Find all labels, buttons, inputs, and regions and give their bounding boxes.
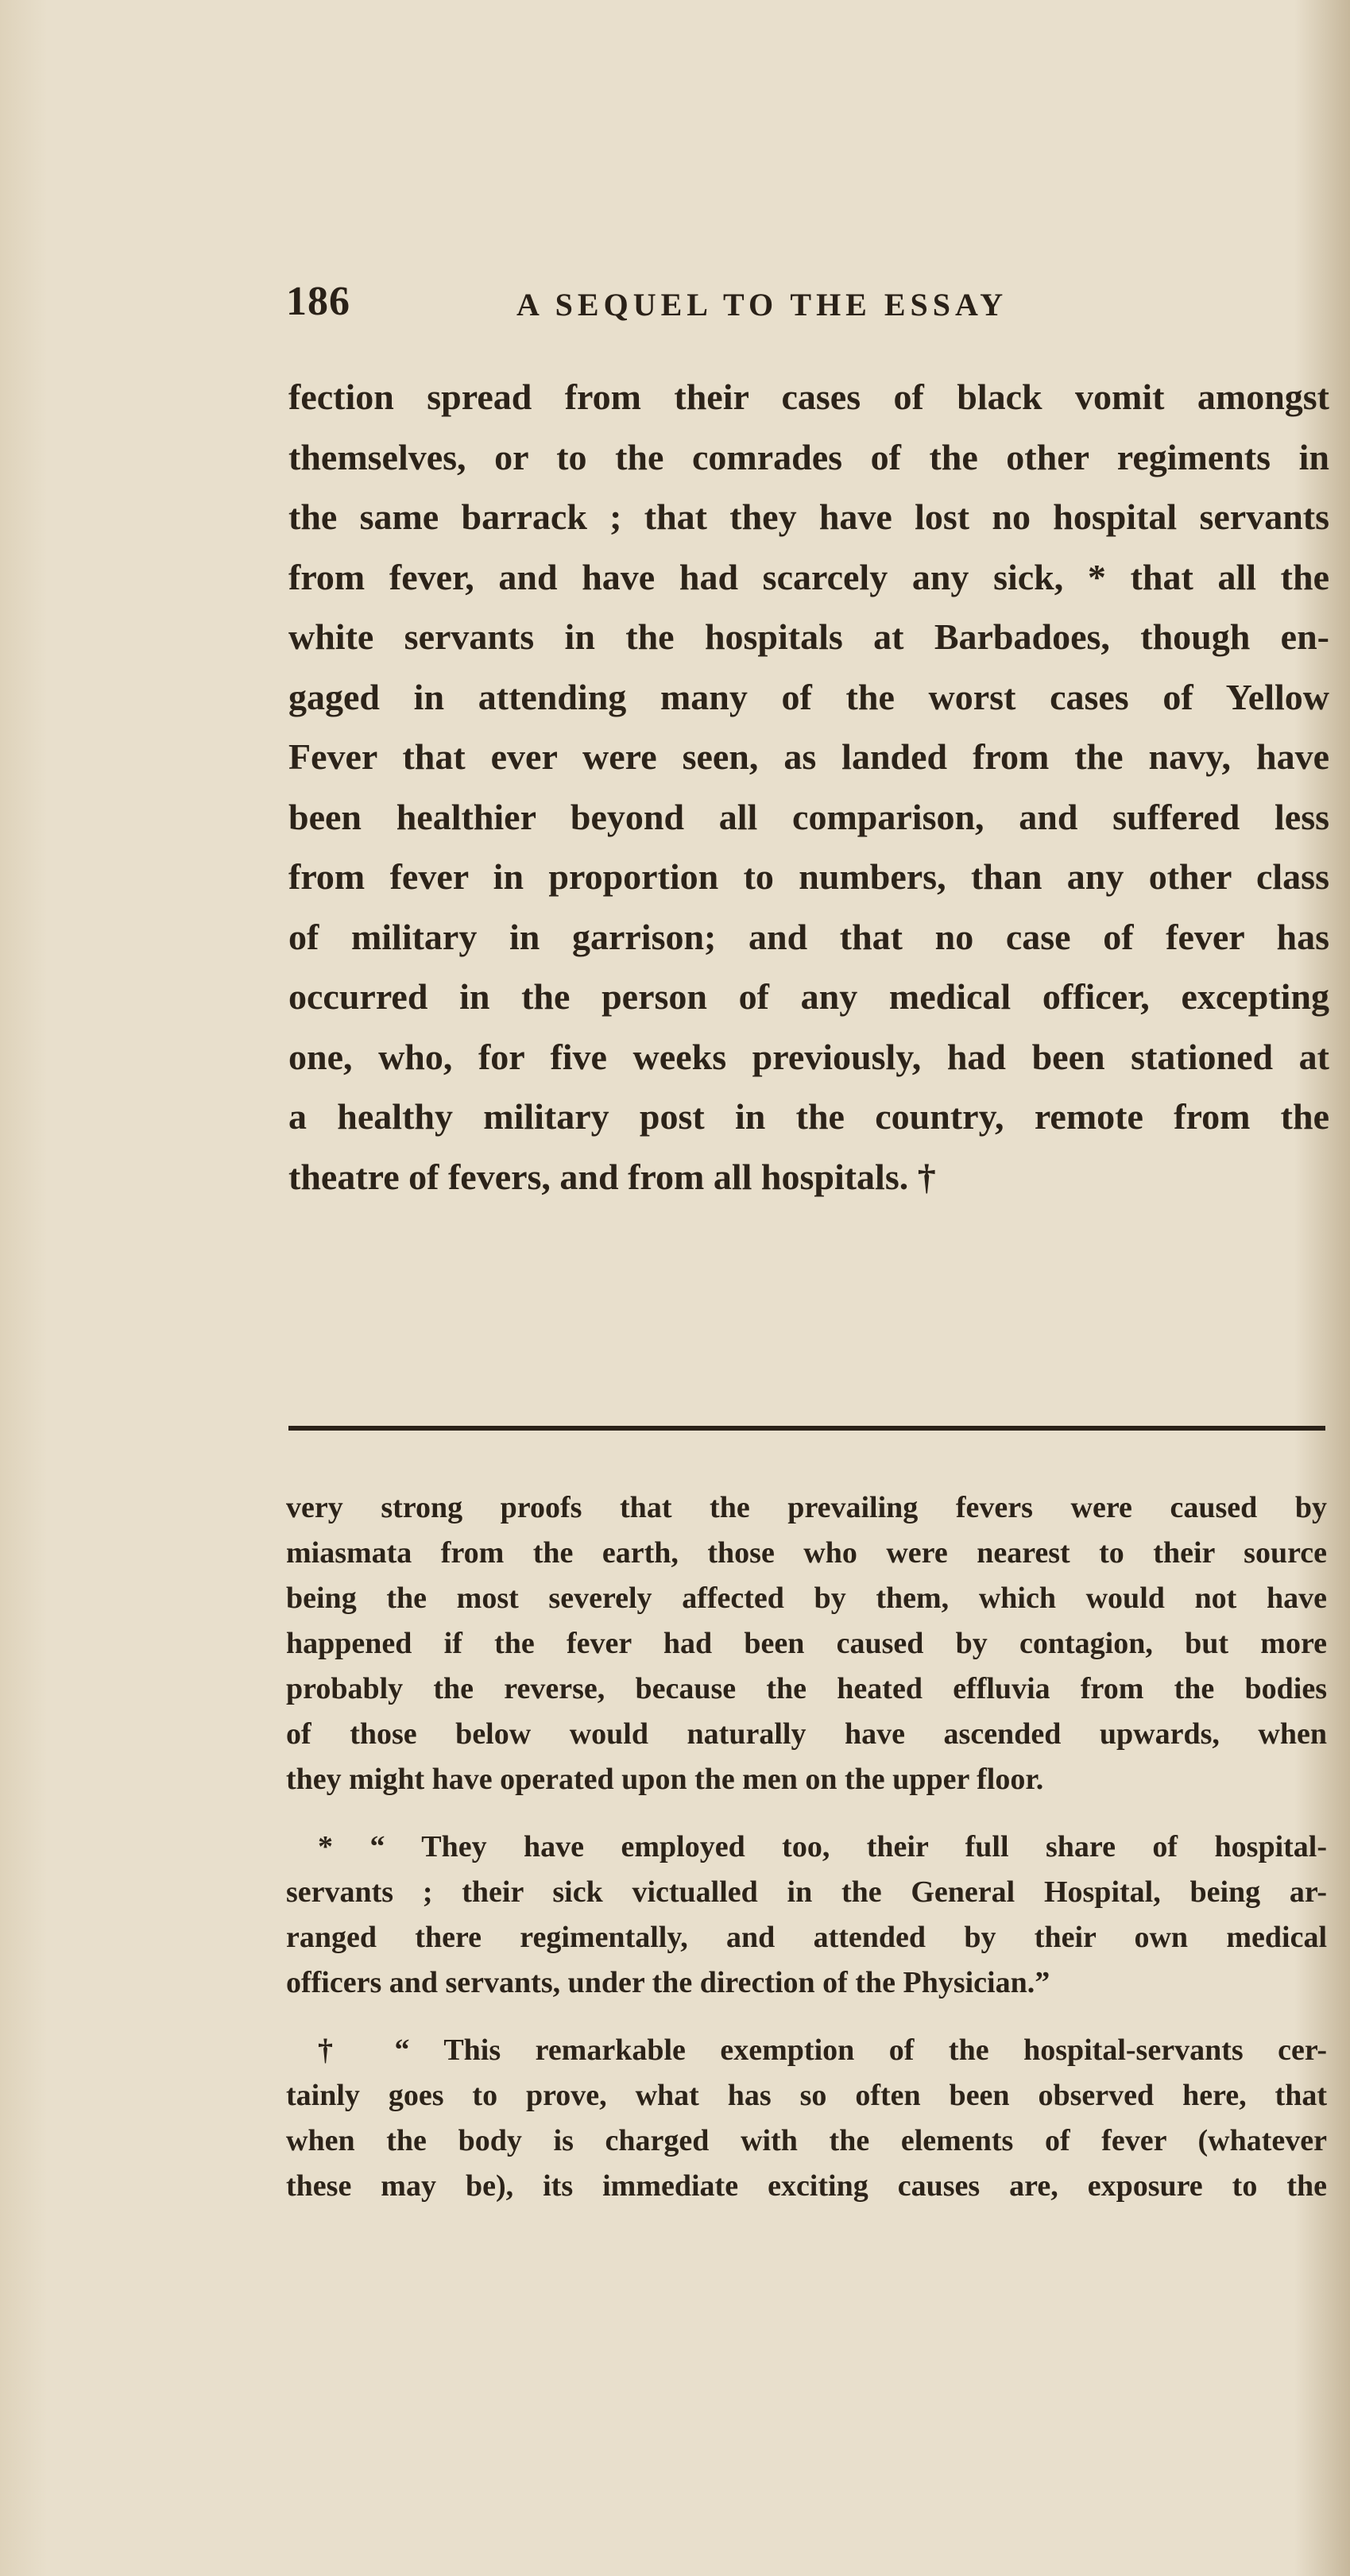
footnote-line: miasmata from the earth, those who were nearest to their source xyxy=(286,1536,1327,1570)
body-line: theatre of fevers, and from all hospitals. † xyxy=(288,1156,936,1197)
footnotes xyxy=(286,1485,1327,2231)
footnote-star xyxy=(286,1825,1327,2006)
body-line: one, who, for five weeks previously, had been stationed at xyxy=(288,1036,1329,1077)
footnote-line: when the body is charged with the elements of fever (whatever xyxy=(286,2124,1327,2157)
body-line: Fever that ever were seen, as landed from the navy, have xyxy=(288,736,1329,777)
body-line: themselves, or to the comrades of the other regiments in xyxy=(288,436,1329,477)
footnote-line: servants ; their sick victualled in the General Hospital, being ar- xyxy=(286,1875,1327,1909)
running-head xyxy=(286,278,1335,334)
footnote-line: they might have operated upon the men on the upper floor. xyxy=(286,1763,1044,1796)
footnote-line: officers and servants, under the direction of the Physician.” xyxy=(286,1966,1050,1999)
main-text xyxy=(288,367,1329,1207)
footnote-line: of those below would naturally have ascended upwards, when xyxy=(286,1717,1327,1751)
footnote-line: happened if the fever had been caused by contagion, but more xyxy=(286,1627,1327,1660)
footnote-line: tainly goes to prove, what has so often been observed here, that xyxy=(286,2079,1327,2112)
body-line: been healthier beyond all comparison, and suffered less xyxy=(288,796,1329,837)
footnote-line: these may be), its immediate exciting causes are, exposure to the xyxy=(286,2169,1327,2203)
page-number: 186 xyxy=(286,279,350,324)
body-line: gaged in attending many of the worst cases of Yellow xyxy=(288,676,1329,717)
running-title: A SEQUEL TO THE ESSAY xyxy=(516,287,1008,322)
footnote-divider xyxy=(288,1426,1325,1431)
body-line: a healthy military post in the country, remote from the xyxy=(288,1096,1329,1137)
body-line: from fever, and have had scarcely any sick, * that all the xyxy=(288,556,1329,597)
body-line: white servants in the hospitals at Barbadoes, though en- xyxy=(288,616,1329,657)
footnote-line: probably the reverse, because the heated effluvia from the bodies xyxy=(286,1672,1327,1705)
body-line: fection spread from their cases of black vomit amongst xyxy=(288,377,1329,417)
footnote-line: * “ They have employed too, their full share of hospital- xyxy=(318,1830,1327,1863)
footnote-line: being the most severely affected by them, which would not have xyxy=(286,1582,1327,1615)
footnote-line: ranged there regimentally, and attended by their own medical xyxy=(286,1921,1327,1954)
body-line: the same barrack ; that they have lost no hospital servants xyxy=(288,496,1329,537)
footnote-continuation xyxy=(286,1485,1327,1802)
body-line: occurred in the person of any medical officer, excepting xyxy=(288,976,1329,1017)
footnote-line: very strong proofs that the prevailing fevers were caused by xyxy=(286,1491,1327,1524)
body-line: from fever in proportion to numbers, than any other class xyxy=(288,856,1329,897)
footnote-line: † “ This remarkable exemption of the hospital-servants cer- xyxy=(318,2033,1327,2067)
body-line: of military in garrison; and that no case of fever has xyxy=(288,916,1329,957)
footnote-dagger xyxy=(286,2028,1327,2209)
